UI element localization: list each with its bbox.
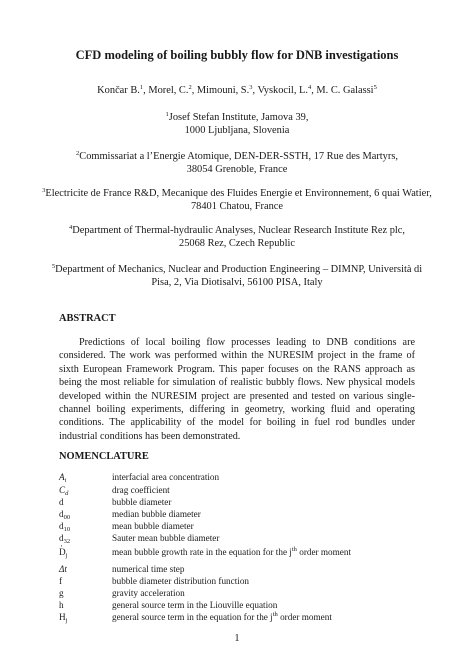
nomenclature-description: general source term in the Liouville equation: [112, 600, 278, 610]
nomenclature-item: [59, 521, 429, 533]
nomenclature-item: [59, 588, 429, 600]
affiliation-5: [0, 263, 474, 290]
author-name: M. C. Galassi: [316, 85, 374, 96]
nomenclature-item: [59, 533, 429, 545]
abstract-text: Predictions of local boiling flow processes leading to DNB conditions are considered. The work was performed within the NURESIM project in the frame of sixth European Framework Program. This paper focuses on the RANS approach as being the most reliable for simulation of realistic bubbly flows. New physical models developed within the NURESIM project are presented and tested on various single-channel boiling experiments, differing in geometry, working fluid and operating conditions. The applicability of the model for boiling in fuel rod bundles under industrial conditions has been demonstrated.: [59, 337, 415, 442]
affiliation-4: [0, 224, 474, 251]
affiliation-text: Electricite de France R&D, Mecanique des Fluides Energie et Environnement, 6 quai Watier,: [45, 188, 432, 199]
author-separator: ,: [252, 85, 258, 96]
nomenclature-description: drag coefficient: [112, 485, 170, 495]
author-name: Mimouni, S.: [196, 85, 250, 96]
nomenclature-symbol: Δt: [59, 564, 67, 574]
affiliation-line: Pisa, 2, Via Diotisalvi, 56100 PISA, Italy: [151, 277, 323, 289]
author-separator: ,: [191, 85, 197, 96]
nomenclature-symbol: g: [59, 588, 64, 598]
author-affiliation-mark: 5: [373, 84, 377, 91]
nomenclature-description: Sauter mean bubble diameter: [112, 533, 220, 543]
nomenclature-description: interfacial area concentration: [112, 472, 220, 482]
nomenclature-symbol: d: [59, 497, 64, 507]
abstract-heading: ABSTRACT: [59, 313, 116, 324]
nomenclature-description: mean bubble diameter: [112, 521, 194, 531]
affiliation-mark: 4: [68, 224, 73, 231]
affiliation-3: [0, 187, 474, 214]
author-affiliation-mark: 3: [249, 84, 253, 91]
author-separator: ,: [311, 85, 317, 96]
nomenclature-description: median bubble diameter: [112, 509, 201, 519]
affiliation-line: [0, 224, 474, 237]
affiliation-line: [0, 263, 474, 276]
nomenclature-description: bubble diameter: [112, 497, 172, 507]
nomenclature-symbol: $d_{32}$: [59, 533, 71, 545]
page-number: 1: [234, 633, 240, 644]
nomenclature-description: gravity acceleration: [112, 588, 185, 598]
affiliation-mark: 2: [76, 150, 80, 157]
author-name: Končar B.: [97, 85, 140, 96]
affiliation-2: [0, 150, 474, 177]
nomenclature-symbol: $d_{00}$: [59, 509, 71, 521]
nomenclature-item: [59, 600, 429, 612]
nomenclature-description: numerical time step: [112, 564, 185, 574]
affiliation-text: Department of Mechanics, Nuclear and Production Engineering – DIMNP, Università di: [55, 264, 423, 275]
nomenclature-symbol: $d_{10}$: [59, 521, 71, 533]
nomenclature-item: [59, 564, 429, 576]
nomenclature-item: [59, 576, 429, 588]
nomenclature-symbol: f: [59, 576, 63, 586]
nomenclature-description: bubble diameter distribution function: [112, 576, 250, 586]
nomenclature-description: general source term in the equation for the $j^{th}$ order moment: [112, 611, 332, 622]
author-name: Morel, C.: [148, 85, 189, 96]
affiliation-line: [0, 150, 474, 163]
nomenclature-symbol: $C_d$: [59, 485, 69, 497]
affiliation-mark: 5: [51, 263, 56, 270]
affiliation-line: [0, 187, 474, 200]
affiliation-mark: 3: [42, 187, 46, 194]
nomenclature-item: [59, 485, 429, 497]
nomenclature-item: [59, 612, 429, 624]
nomenclature-symbol: $A_i$: [59, 472, 67, 484]
nomenclature-heading: NOMENCLATURE: [59, 451, 149, 462]
author-affiliation-mark: 4: [307, 84, 312, 91]
nomenclature-description: mean bubble growth rate in the equation for the $j^{th}$ order moment: [112, 546, 352, 557]
affiliation-text: Department of Thermal-hydraulic Analyses, Nuclear Research Institute Rez plc,: [72, 225, 405, 236]
affiliation-line: 1000 Ljubljana, Slovenia: [184, 125, 290, 137]
nomenclature-symbol: $H_j$: [59, 612, 68, 624]
affiliation-text: Commissariat a l’Energie Atomique, DEN-DER-SSTH, 17 Rue des Martyrs,: [79, 151, 398, 162]
nomenclature-item: [59, 509, 429, 521]
nomenclature-symbol: · $D_j$: [59, 547, 67, 557]
nomenclature-item: [59, 547, 429, 559]
author-separator: ,: [143, 85, 149, 96]
author-list: [0, 85, 474, 96]
affiliation-mark: 1: [165, 111, 169, 118]
affiliation-line: [0, 111, 474, 124]
affiliation-1: [0, 111, 474, 138]
nomenclature-item: [59, 472, 429, 484]
nomenclature-symbol: h: [59, 600, 64, 610]
author-affiliation-mark: 1: [139, 84, 144, 91]
author-name: Vyskocil, L.: [257, 85, 308, 96]
affiliation-line: 78401 Chatou, France: [190, 201, 284, 213]
affiliation-line: 25068 Rez, Czech Republic: [179, 238, 295, 250]
paper-title: CFD modeling of boiling bubbly flow for DNB investigations: [75, 48, 399, 62]
affiliation-line: 38054 Grenoble, France: [186, 164, 288, 176]
author-affiliation-mark: 2: [188, 84, 192, 91]
nomenclature-item: [59, 497, 429, 509]
affiliation-text: Josef Stefan Institute, Jamova 39,: [168, 112, 309, 123]
